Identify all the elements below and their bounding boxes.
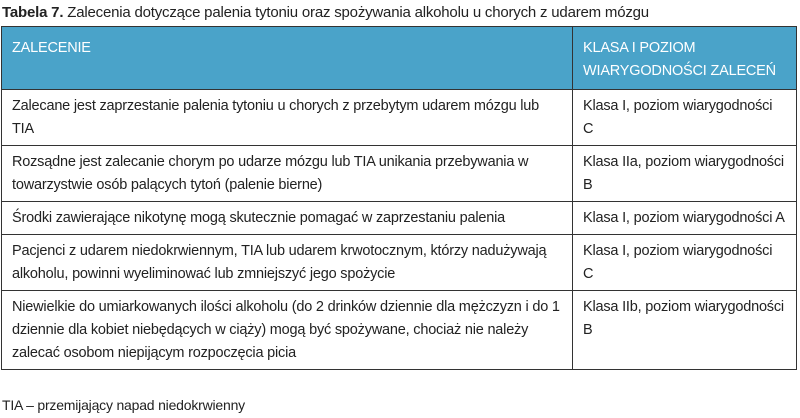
table-row [2,291,797,370]
class-level-cell: Klasa I, poziom wiarygodności C [573,90,797,146]
table-caption [2,4,649,22]
header-class-level: KLASA I POZIOM WIARYGODNOŚCI ZALECEŃ [573,27,797,90]
class-level-cell: Klasa I, poziom wiarygodności C [573,235,797,291]
table-row [2,202,797,235]
recommendation-cell: Pacjenci z udarem niedokrwiennym, TIA lub udarem krwotocznym, którzy nadużywają alkoholu, powinni wyeliminować lub zmniejszyć jego spożycie [2,235,573,291]
recommendation-cell: Zalecane jest zaprzestanie palenia tytoniu u chorych z przebytym udarem mózgu lub TIA [2,90,573,146]
recommendation-cell: Środki zawierające nikotynę mogą skutecznie pomagać w zaprzestaniu palenia [2,202,573,235]
header-recommendation: ZALECENIE [2,27,573,90]
class-level-cell: Klasa IIb, poziom wiarygodności B [573,291,797,370]
table-caption-number: Tabela 7. [2,4,64,21]
table-row [2,90,797,146]
table-footnote: TIA – przemijający napad niedokrwienny [2,397,245,413]
class-level-cell: Klasa IIa, poziom wiarygodności B [573,146,797,202]
table-header-row [2,27,797,90]
table-caption-text: Zalecenia dotyczące palenia tytoniu oraz spożywania alkoholu u chorych z udarem mózgu [67,4,649,21]
recommendation-cell: Niewielkie do umiarkowanych ilości alkoholu (do 2 drinków dziennie dla mężczyzn i do 1 dziennie dla kobiet niebędących w ciąży) mogą być spożywane, chociaż nie należy zalecać osobom niepijącym rozpoczęcia picia [2,291,573,370]
recommendations-table [1,26,797,370]
class-level-cell: Klasa I, poziom wiarygodności A [573,202,797,235]
table-row [2,235,797,291]
recommendation-cell: Rozsądne jest zalecanie chorym po udarze mózgu lub TIA unikania przebywania w towarzystwie osób palących tytoń (palenie bierne) [2,146,573,202]
table-row [2,146,797,202]
